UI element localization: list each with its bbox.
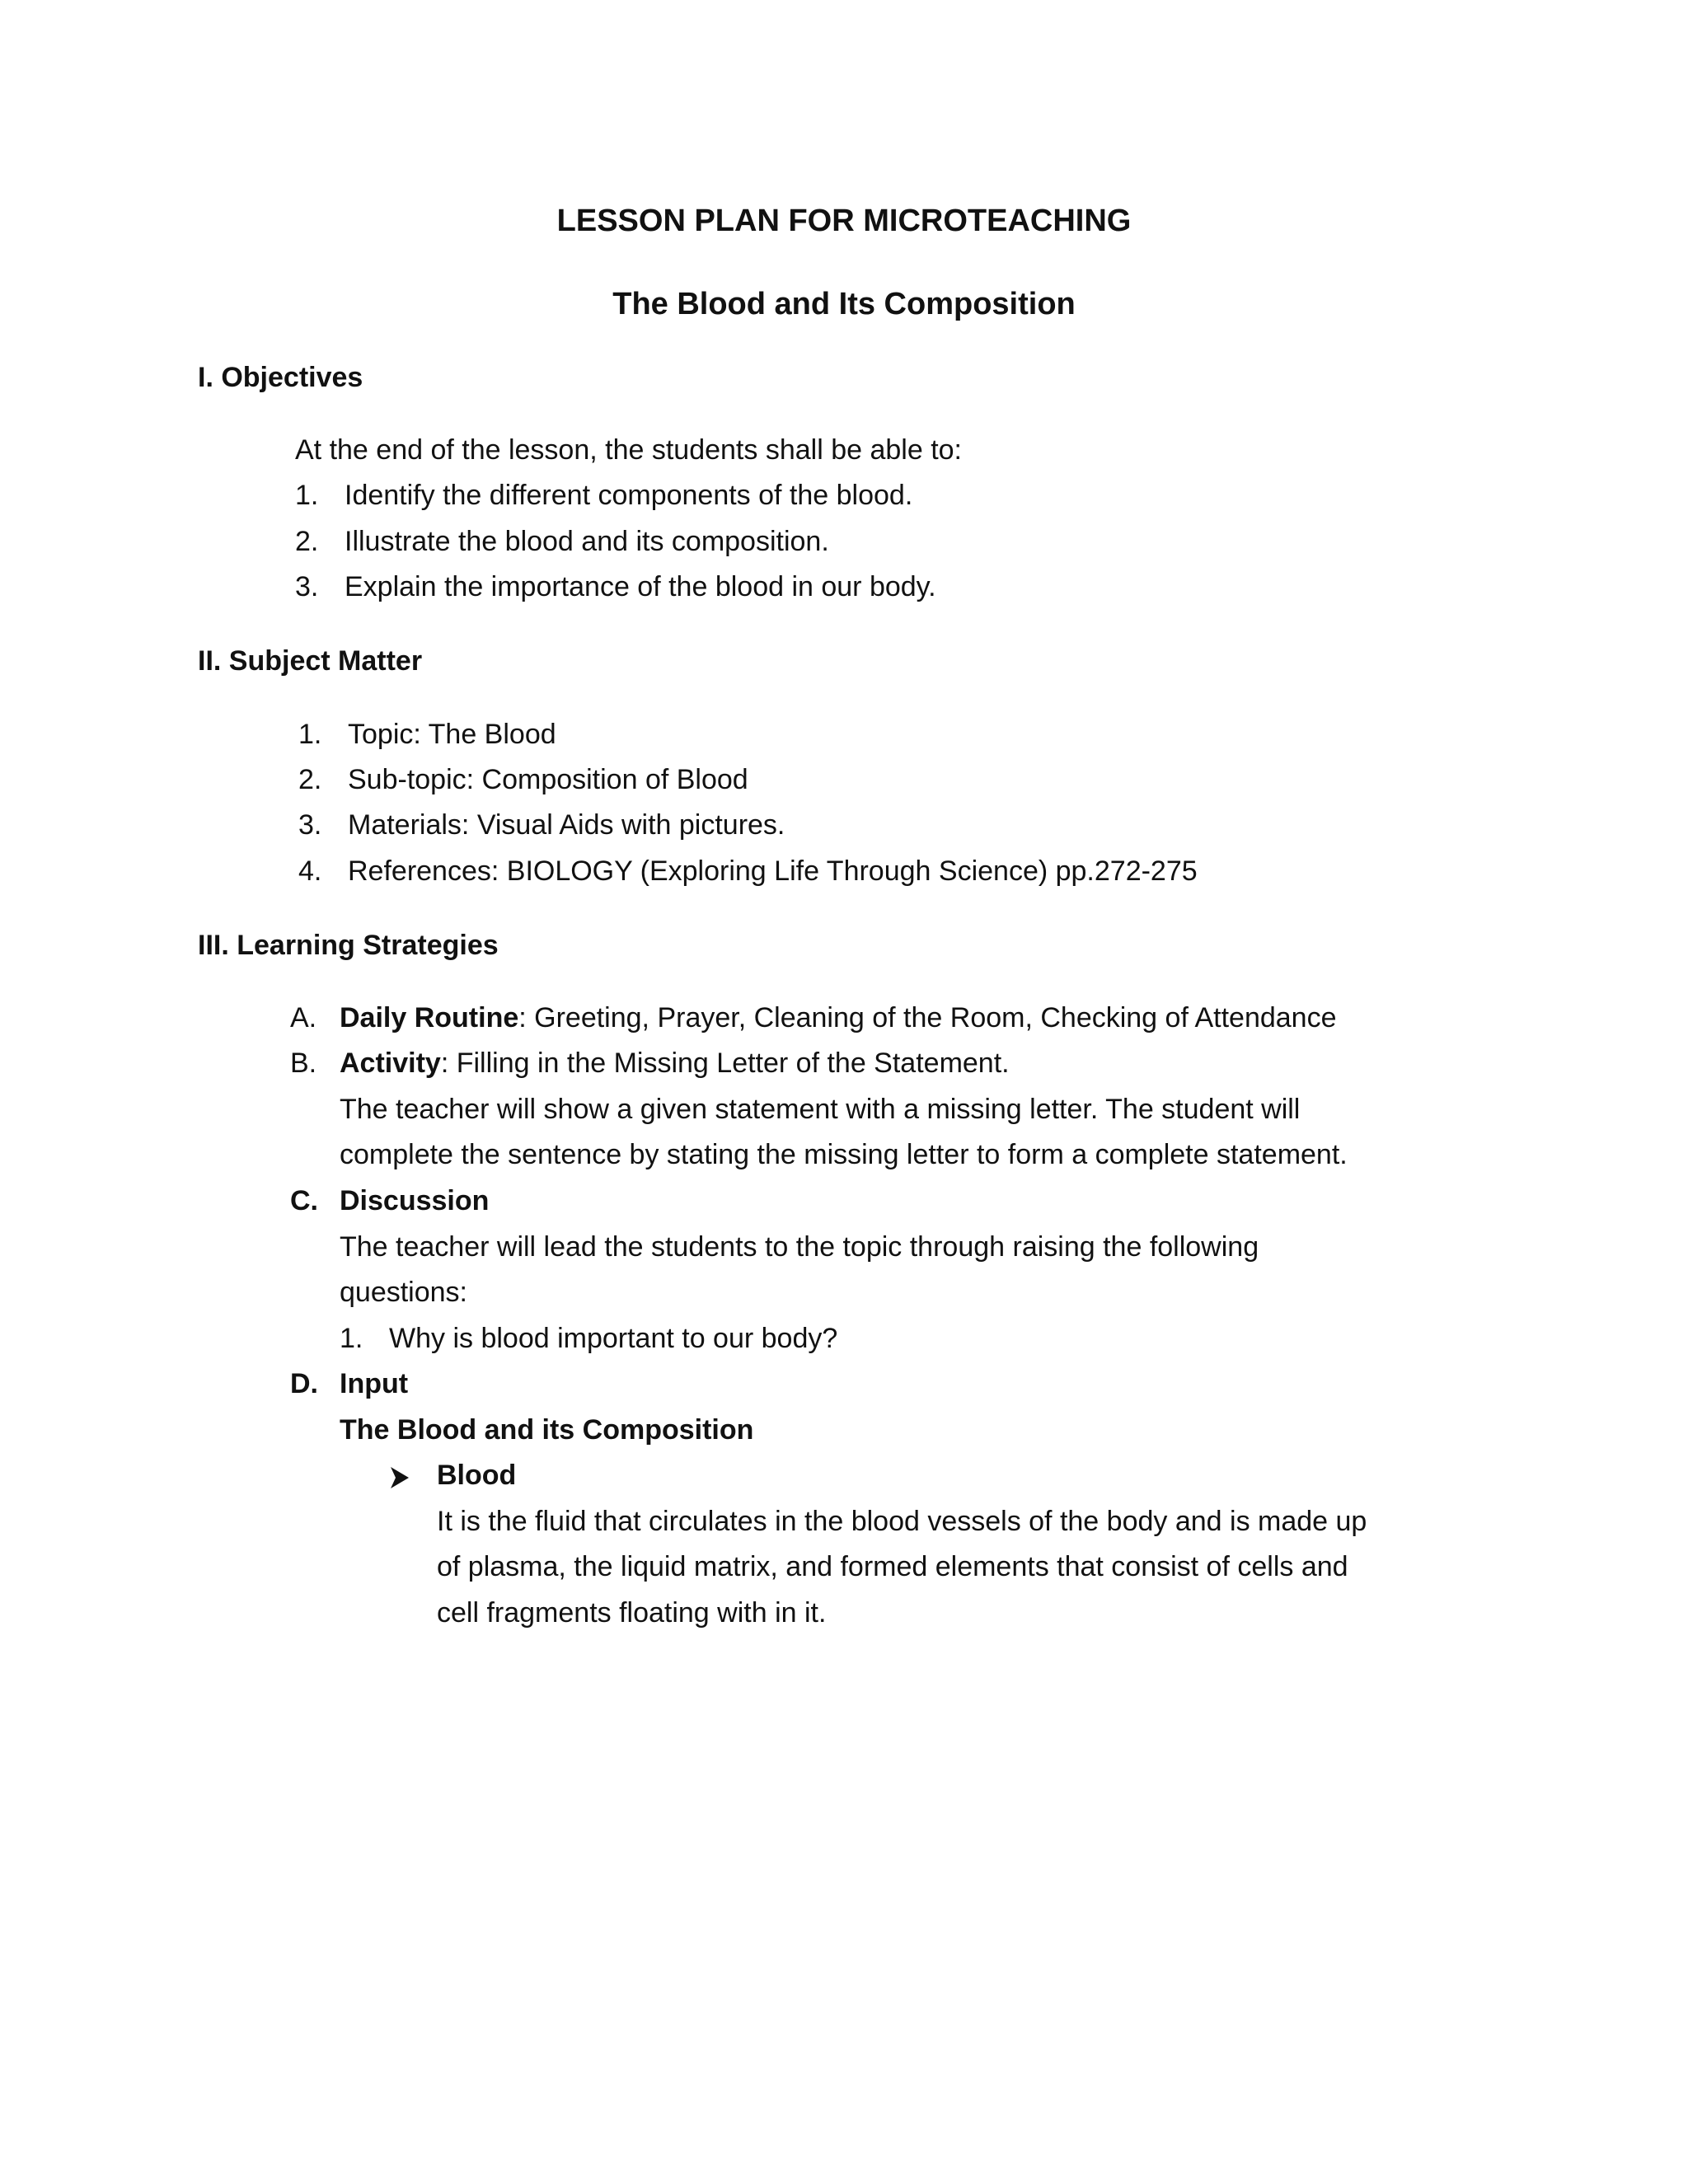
discussion-description-line: questions: [340,1277,467,1308]
blood-definition-line: cell fragments floating with in it. [437,1597,827,1629]
document-title: LESSON PLAN FOR MICROTEACHING [556,204,1132,238]
objective-number: 2. [295,526,319,557]
subject-item: Topic: The Blood [348,719,556,750]
section-heading-objectives: I. Objectives [198,362,363,393]
blood-definition-line: It is the fluid that circulates in the blood vessels of the body and is made up [437,1506,1367,1537]
strategy-label-discussion: Discussion [340,1185,490,1216]
subject-number: 3. [298,809,322,841]
strategy-label: Daily Routine [340,1002,519,1033]
objective-item: Illustrate the blood and its composition. [345,526,829,557]
subject-number: 4. [298,855,322,887]
arrow-bullet-icon-svg [389,1465,410,1490]
objective-item: Identify the different components of the blood. [345,480,913,511]
discussion-question: Why is blood important to our body? [389,1323,838,1354]
document-subtitle: The Blood and Its Composition [612,287,1076,321]
blood-definition-line: of plasma, the liquid matrix, and formed elements that consist of cells and [437,1551,1348,1582]
strategy-daily-routine [340,1000,1337,1036]
subject-item: Sub-topic: Composition of Blood [348,764,748,795]
discussion-description-line: The teacher will lead the students to the topic through raising the following [340,1231,1259,1263]
subject-number: 1. [298,719,322,750]
strategy-letter: C. [290,1185,318,1216]
objectives-intro: At the end of the lesson, the students shall be able to: [295,434,962,466]
strategy-letter: D. [290,1368,318,1399]
question-number: 1. [340,1323,363,1354]
bullet-label-blood: Blood [437,1460,517,1491]
strategy-label-input: Input [340,1368,409,1399]
strategy-letter: B. [290,1047,317,1079]
activity-description-line: The teacher will show a given statement with a missing letter. The student will [340,1094,1301,1125]
strategy-text: : Filling in the Missing Letter of the Statement. [440,1047,1010,1079]
subject-number: 2. [298,764,322,795]
strategy-letter: A. [290,1002,317,1033]
strategy-label: Activity [340,1047,441,1079]
arrow-bullet-icon [389,1457,410,1493]
activity-description-line: complete the sentence by stating the missing letter to form a complete statement. [340,1139,1348,1170]
section-heading-subject-matter: II. Subject Matter [198,645,423,677]
input-subheading: The Blood and its Composition [340,1414,754,1446]
subject-item: References: BIOLOGY (Exploring Life Through Science) pp.272-275 [348,855,1198,887]
section-heading-learning-strategies: III. Learning Strategies [198,930,499,961]
strategy-text: : Greeting, Prayer, Cleaning of the Room, Checking of Attendance [518,1002,1337,1033]
objective-number: 3. [295,571,319,602]
objective-item: Explain the importance of the blood in our body. [345,571,936,602]
strategy-activity [340,1045,1010,1081]
subject-item: Materials: Visual Aids with pictures. [348,809,785,841]
objective-number: 1. [295,480,319,511]
